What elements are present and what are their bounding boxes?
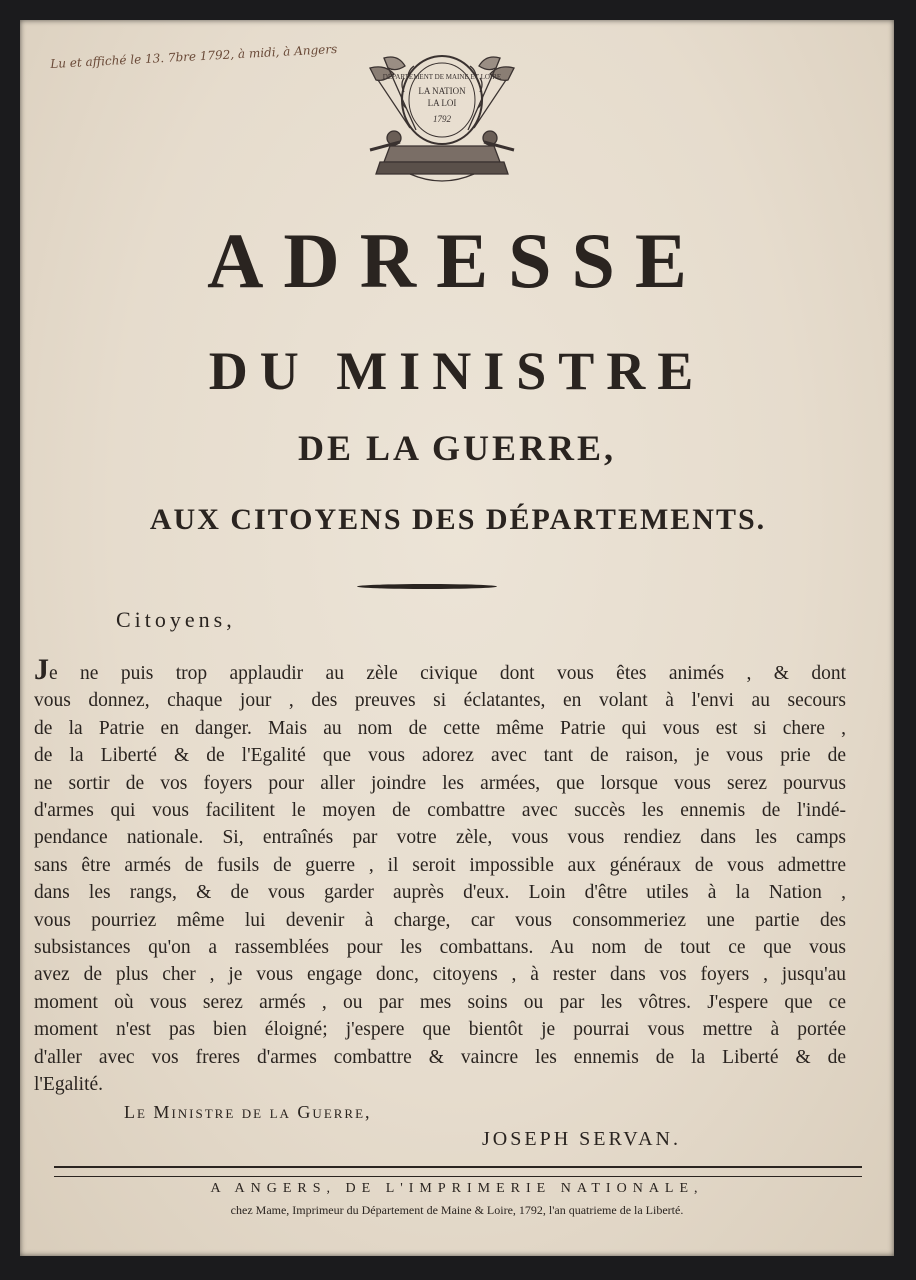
drop-cap: J xyxy=(34,653,49,686)
handwritten-annotation: Lu et affiché le 13. 7bre 1792, à midi, à Angers xyxy=(49,41,338,71)
body-line: avez de plus cher , je vous engage donc, citoyens , à rester dans vos foyers , jusqu'au xyxy=(34,964,846,986)
body-line: dans les rangs, & de vous garder auprès d'eux. Loin d'être utiles à la Nation , xyxy=(34,882,846,904)
footer-divider xyxy=(54,1166,862,1177)
body-line: de la Liberté & de l'Egalité que vous adorez avec tant de raison, je vous prie de xyxy=(34,745,846,767)
body-line: d'armes qui vous facilitent le moyen de combattre avec succès les ennemis de l'indé- xyxy=(34,800,846,822)
ornamental-rule xyxy=(357,584,497,589)
seal-text-year: 1792 xyxy=(433,114,451,124)
salutation: Citoyens, xyxy=(116,607,236,632)
body-line: pendance nationale. Si, entraînés par votre zèle, vous vous rendiez dans les camps xyxy=(34,827,846,849)
body-line: subsistances qu'on a rassemblées pour les combattans. Au nom de tout ce que vous xyxy=(34,937,846,959)
body-line: l'Egalité. xyxy=(34,1074,104,1096)
body-line: vous donnez, chaque jour , des preuves si éclatantes, en volant à l'envi au secours xyxy=(34,690,846,712)
body-line: Je ne puis trop applaudir au zèle civique dont vous êtes animés , & dont xyxy=(34,653,846,686)
body-line: ne sortir de vos foyers pour aller joindre les armées, que lorsque vous serez pourvus xyxy=(34,772,846,794)
document-page xyxy=(20,20,894,1256)
title-de-la-guerre: DE LA GUERRE, xyxy=(297,428,617,468)
title-adresse: ADRESSE xyxy=(207,217,707,304)
body-line: d'aller avec vos freres d'armes combattre & vaincre les ennemis de la Liberté & de xyxy=(34,1046,846,1068)
seal-text-nation: LA NATION xyxy=(418,86,466,96)
title-aux-citoyens: AUX CITOYENS DES DÉPARTEMENTS. xyxy=(149,503,767,536)
signature-role: Le Ministre de la Guerre, xyxy=(124,1102,372,1122)
body-line: vous pourriez même lui devenir à charge, car vous consommeriez une partie des xyxy=(34,909,846,931)
body-line: de la Patrie en danger. Mais au nom de cette même Patrie qui vous est si chere , xyxy=(34,717,846,739)
seal-text-department: DÉPARTEMENT DE MAINE ET LOIRE xyxy=(382,73,502,81)
printer-imprint: A ANGERS, DE L'IMPRIMERIE NATIONALE, xyxy=(210,1181,704,1196)
seal-text-loi: LA LOI xyxy=(427,98,457,108)
printer-details: chez Mame, Imprimeur du Département de Maine & Loire, 1792, l'an quatrieme de la Liberté. xyxy=(230,1203,684,1217)
body-text xyxy=(34,653,846,1099)
body-line: sans être armés de fusils de guerre , il seroit impossible aux généraux de vous admettre xyxy=(34,854,846,876)
title-du-ministre: DU MINISTRE xyxy=(208,341,706,401)
signature-name: JOSEPH SERVAN. xyxy=(482,1128,681,1150)
body-line: moment n'est pas bien éloigné; j'espere que bientôt je pourrai vous mettre à portée xyxy=(34,1019,846,1041)
vignette-emblem xyxy=(350,38,534,194)
body-line: moment où vous serez armés , ou par mes soins ou par les vôtres. J'espere que ce xyxy=(34,991,846,1013)
